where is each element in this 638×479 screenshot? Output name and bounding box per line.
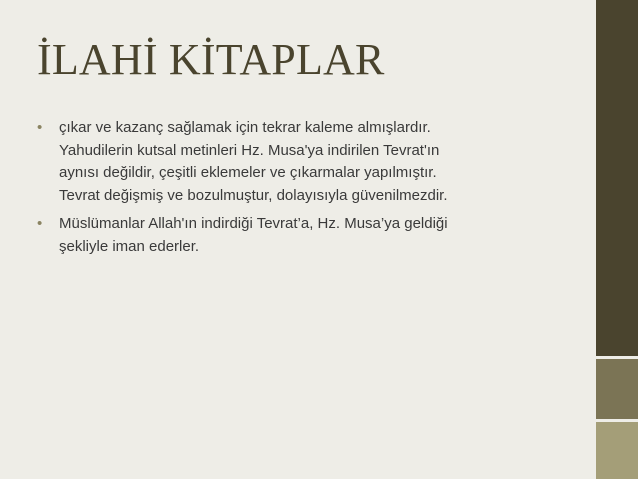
bullet-text-line: Yahudilerin kutsal metinleri Hz. Musa'ya indirilen Tevrat'ın bbox=[59, 141, 440, 159]
bullet-text-line: aynısı değildir, çeşitli eklemeler ve çıkarmalar yapılmıştır. bbox=[59, 164, 437, 181]
side-bar-light-segment bbox=[596, 422, 638, 479]
decorative-side-bar bbox=[596, 0, 638, 479]
bullet-text-line: Tevrat değişmiş ve bozulmuştur, dolayısıyla güvenilmezdir. bbox=[59, 186, 448, 204]
bullet-text-line: Müslümanlar Allah'ın indirdiği Tevrat’a, Hz. Musa’ya geldiği bbox=[59, 215, 448, 232]
side-bar-dark-segment bbox=[596, 0, 638, 356]
bullet-list bbox=[37, 117, 557, 258]
bullet-text-line: şekliyle iman ederler. bbox=[59, 237, 200, 255]
bullet-marker-icon: • bbox=[37, 119, 43, 136]
bullet-item bbox=[37, 213, 557, 258]
side-bar-mid-segment bbox=[596, 359, 638, 419]
slide-title: İLAHİ KİTAPLAR bbox=[37, 35, 385, 84]
bullet-marker-icon: • bbox=[37, 215, 43, 232]
bullet-text-line: çıkar ve kazanç sağlamak için tekrar kaleme almışlardır. bbox=[59, 119, 431, 136]
bullet-item bbox=[37, 117, 557, 207]
